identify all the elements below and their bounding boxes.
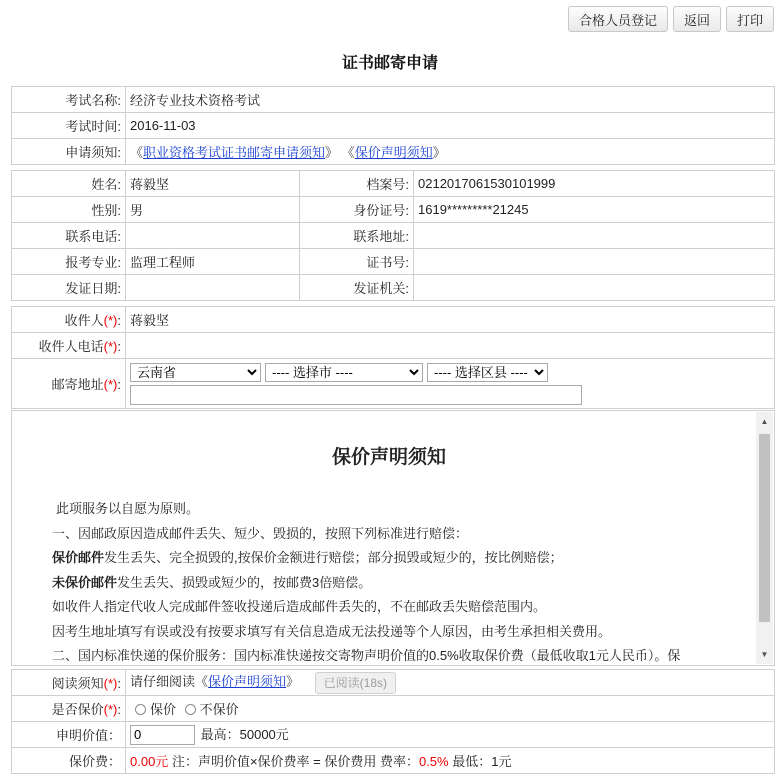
- notice-para: 此项服务以自愿为原则。: [56, 501, 200, 516]
- id-number-label: 身份证号:: [300, 197, 414, 223]
- archive-label: 档案号:: [300, 171, 414, 197]
- declared-value-label: 申明价值：: [12, 722, 126, 748]
- bracket-close: 》: [432, 145, 446, 160]
- notice-title: 保价声明须知: [331, 447, 446, 468]
- issuer-label: 发证机关:: [300, 275, 414, 301]
- fee-cell: [126, 748, 775, 774]
- gender-value: 男: [126, 197, 300, 223]
- issue-date-value: [126, 275, 300, 301]
- id-number-value: 1619*********21245: [414, 197, 775, 223]
- fee-min: 最低：1元: [452, 754, 512, 769]
- insurance-notice-box[interactable]: [11, 410, 775, 666]
- insurance-notice-link-2[interactable]: 保价声明须知: [208, 674, 287, 690]
- gender-label: 性别:: [12, 197, 126, 223]
- mailing-address-label: 邮寄地址(*):: [12, 359, 126, 409]
- city-select[interactable]: [265, 363, 423, 382]
- reading-label: 阅读须知(*):: [12, 670, 126, 696]
- phone-label: 联系电话:: [12, 223, 126, 249]
- bracket-open: 《: [341, 145, 355, 160]
- toolbar: [568, 6, 774, 32]
- fee-note: 注：声明价值×保价费率 = 保价费用 费率：: [171, 754, 419, 769]
- print-button[interactable]: 打印: [726, 6, 774, 32]
- exam-info-table: [11, 86, 775, 165]
- recipient-name-label: 收件人(*):: [12, 307, 126, 333]
- declared-max-text: 最高：50000元: [200, 727, 289, 743]
- recipient-table: [11, 306, 775, 409]
- name-label: 姓名:: [12, 171, 126, 197]
- fee-amount: 0.00元: [130, 754, 169, 769]
- insure-no-label[interactable]: 不保价: [199, 702, 239, 717]
- declared-value-cell: [126, 722, 775, 748]
- exam-date-value: 2016-11-03: [126, 113, 775, 139]
- read-confirm-button[interactable]: 已阅读(18s): [315, 672, 396, 694]
- name-value: 蒋毅坚: [126, 171, 300, 197]
- issue-date-label: 发证日期:: [12, 275, 126, 301]
- contact-address-value: [414, 223, 775, 249]
- notice-para: 如收件人指定代收人完成邮件签收投递后造成邮件丢失的，不在邮政丢失赔偿范围内。: [52, 599, 547, 614]
- bracket-close: 》: [325, 145, 339, 160]
- scroll-down-icon[interactable]: ▼: [760, 650, 769, 659]
- notice-content: [12, 411, 756, 665]
- notice-para: 因考生地址填写有误或没有按要求填写有关信息造成无法投递等个人原因，由考生承担相关费用。: [52, 623, 612, 639]
- major-value: 监理工程师: [126, 249, 300, 275]
- exam-name-value: 经济专业技术资格考试: [126, 87, 775, 113]
- fee-label: 保价费：: [12, 748, 126, 774]
- recipient-name-value: 蒋毅坚: [126, 307, 775, 333]
- notice-para: 一、因邮政原因造成邮件丢失、短少、毁损的，按照下列标准进行赔偿：: [52, 525, 469, 541]
- insure-options: [126, 696, 775, 722]
- reading-cell: [126, 670, 775, 696]
- fee-rate: 0.5%: [418, 754, 449, 769]
- province-select[interactable]: [130, 363, 261, 382]
- insure-yes-label[interactable]: 保价: [150, 702, 177, 717]
- cert-number-value: [414, 249, 775, 275]
- register-qualified-button[interactable]: 合格人员登记: [568, 6, 668, 32]
- declared-value-input[interactable]: [130, 725, 195, 745]
- scroll-up-icon[interactable]: ▲: [760, 417, 769, 426]
- notice-para: 未保价邮件发生丢失、损毁或短少的，按邮费3倍赔偿。: [52, 574, 372, 590]
- notice-label: 申请须知:: [12, 139, 126, 165]
- cert-number-label: 证书号:: [300, 249, 414, 275]
- contact-address-label: 联系地址:: [300, 223, 414, 249]
- mailing-notice-link[interactable]: 职业资格考试证书邮寄申请须知: [143, 145, 326, 160]
- bracket-open: 《: [130, 145, 144, 160]
- back-button[interactable]: 返回: [673, 6, 721, 32]
- insurance-notice-link[interactable]: 保价声明须知: [354, 145, 433, 160]
- insure-yes-radio[interactable]: [135, 704, 146, 715]
- issuer-value: [414, 275, 775, 301]
- notice-para: 保价邮件发生丢失、完全损毁的,按保价金额进行赔偿；部分损毁或短少的，按比例赔偿；: [52, 550, 563, 565]
- notice-scrollbar[interactable]: [756, 412, 773, 664]
- major-label: 报考专业:: [12, 249, 126, 275]
- notice-links: [126, 139, 775, 165]
- reading-prompt: 请仔细阅读《: [130, 674, 209, 690]
- mailing-address-cell: [126, 359, 775, 409]
- archive-value: 0212017061530101999: [414, 171, 775, 197]
- address-detail-input[interactable]: [130, 385, 582, 405]
- personal-info-table: [11, 170, 775, 301]
- insure-label: 是否保价(*):: [12, 696, 126, 722]
- scroll-thumb[interactable]: [759, 434, 770, 622]
- recipient-phone-label: 收件人电话(*):: [12, 333, 126, 359]
- page-title: 证书邮寄申请: [341, 55, 438, 72]
- notice-para: 二、国内标准快递的保价服务：国内标准快递按交寄物声明价值的0.5%收取保价费（最低收取1元人民币）。保: [52, 648, 681, 663]
- bracket-close: 》: [286, 674, 300, 690]
- phone-value: [126, 223, 300, 249]
- exam-name-label: 考试名称:: [12, 87, 126, 113]
- insure-no-radio[interactable]: [185, 704, 196, 715]
- district-select[interactable]: [427, 363, 548, 382]
- exam-date-label: 考试时间:: [12, 113, 126, 139]
- insurance-form-table: [11, 669, 775, 774]
- recipient-phone-value[interactable]: [126, 333, 775, 359]
